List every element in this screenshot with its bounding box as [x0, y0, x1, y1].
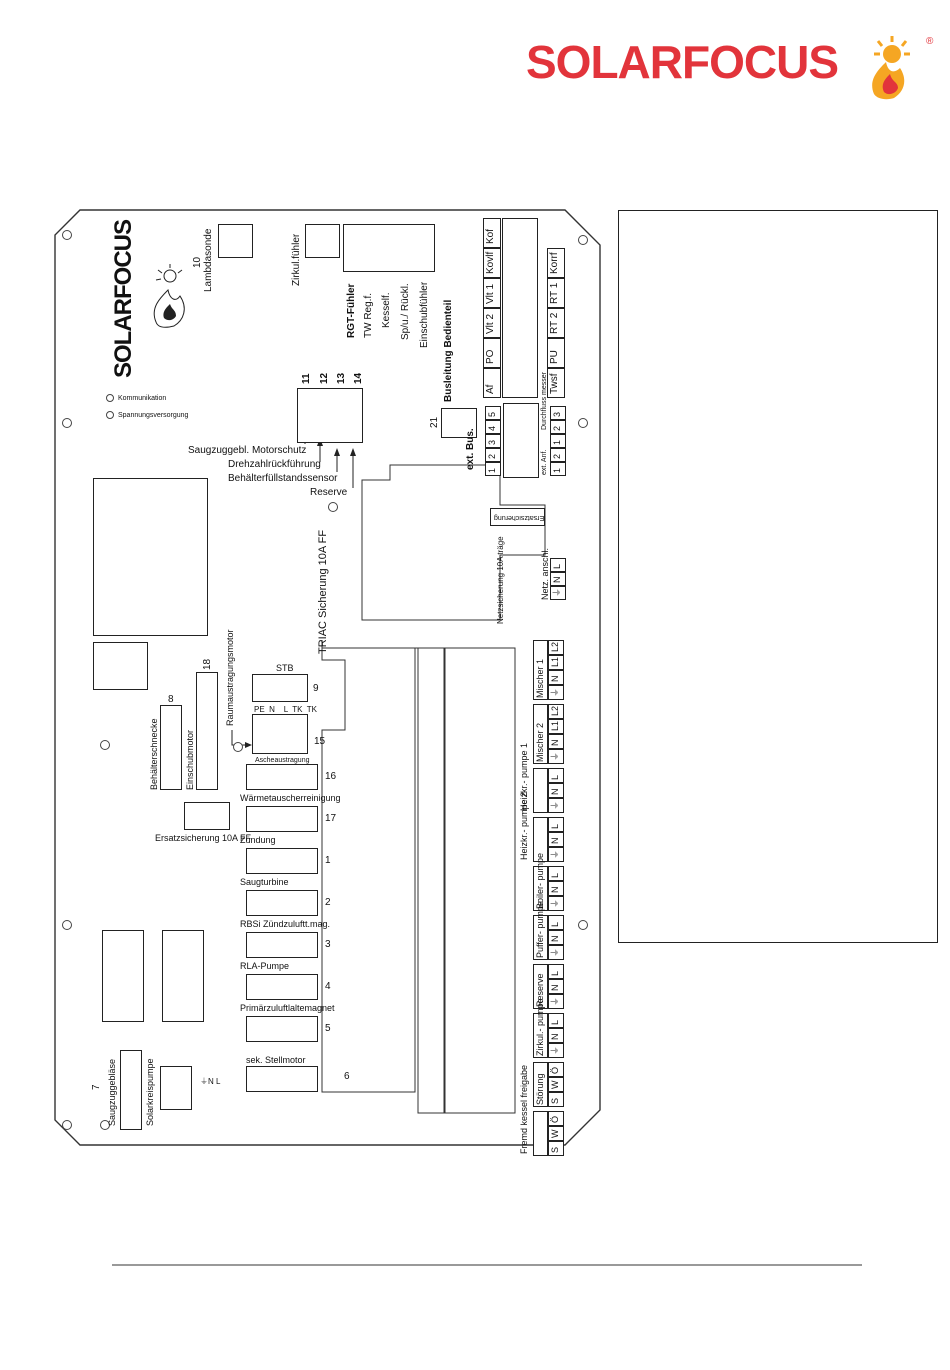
connector-label: Drehzahlrückführung [228, 459, 321, 470]
behaelterschnecke-connector [160, 705, 182, 790]
output-connector [246, 1066, 318, 1092]
connector-number: 12 [319, 372, 330, 384]
output-connector [246, 932, 318, 958]
output-label: Wärmetauscherreinigung [240, 793, 341, 803]
pin-label: N [550, 935, 560, 942]
solarkreis-label: Solarkreispumpe [145, 1058, 155, 1126]
pin-label: 2 [487, 453, 497, 459]
mounting-hole [328, 502, 338, 512]
pin-label: ⏚ [550, 800, 560, 810]
group-label: Mischer 1 [535, 658, 545, 698]
terminal-label: RT 1 [549, 282, 560, 304]
output-label: RBSi Zündzuluftt.mag. [240, 919, 331, 929]
relay-block [93, 642, 148, 690]
pin-label: 4 [487, 425, 497, 431]
pin-label: ⏚ [200, 1077, 208, 1086]
terminal-label: Vlt 2 [485, 313, 496, 334]
pin-label: N [550, 1033, 560, 1040]
pin-label: W [550, 1080, 560, 1089]
sensor-label: Einschubfühler [419, 281, 430, 348]
zirkul-connector [305, 224, 340, 258]
lambda-connector [218, 224, 253, 258]
connector-number: 14 [353, 372, 364, 384]
connector-11-14 [297, 388, 363, 443]
terminal-label: Af [485, 384, 496, 394]
pin-label: N [550, 739, 560, 746]
sensor-label: Kesself. [381, 292, 392, 328]
pin-label: L2 [550, 641, 560, 652]
ext-anf-label: ext. Anf. [541, 449, 548, 475]
connector-label: Behälterfüllstandssensor [228, 473, 338, 484]
pin-label: L [550, 921, 560, 927]
pin-label: N [550, 788, 560, 795]
ext-anf-block [503, 403, 539, 478]
led-indicator [106, 411, 114, 419]
triac-label: TRIAC Sicherung 10A FF [317, 529, 329, 654]
bus-number: 21 [429, 416, 440, 428]
group-label: Zirkul.- pumpe [535, 998, 545, 1056]
ersatzsicherung-ff-box [184, 802, 230, 830]
einschubmotor-connector [196, 672, 218, 790]
group-bracket [533, 768, 548, 813]
group-label: Reserve [535, 973, 545, 1007]
pin-label: 1 [487, 467, 497, 473]
pin-label: 5 [487, 411, 497, 417]
board-logo-text: SOLARFOCUS [110, 220, 137, 378]
pin-label: L [216, 1077, 221, 1086]
terminal-label: Vlt 1 [485, 283, 496, 304]
saugzug-number: 7 [91, 1084, 102, 1090]
brand-name: SOLARFOCUS [526, 36, 838, 88]
sensor-connector [343, 224, 435, 272]
pe-label: PE N L TK TK [254, 705, 317, 714]
pin-label: L1 [550, 656, 560, 667]
pin-label: 3 [552, 411, 562, 417]
pin-label: N [550, 675, 560, 682]
pin-label: L [550, 1019, 560, 1025]
mounting-hole [578, 235, 588, 245]
pin-label: L1 [550, 720, 560, 731]
pin-label: ⏚ [550, 996, 560, 1006]
stb-connector [252, 674, 308, 702]
zirkul-label: Zirkul.fühler [291, 233, 302, 286]
motor-number: 18 [202, 658, 213, 670]
board-sun-icon [148, 262, 193, 332]
pin-label: L [552, 563, 562, 569]
ascheaustragung-number: 15 [314, 736, 326, 747]
pin-label: L [550, 970, 560, 976]
saugzug-label: Saugzuggebläse [107, 1058, 117, 1126]
output-connector [246, 1016, 318, 1042]
output-number: 5 [325, 1023, 331, 1034]
output-number: 16 [325, 771, 337, 782]
terminal-label: Korrf [549, 252, 560, 274]
connector-number: 11 [301, 373, 312, 384]
connector-label: Saugzuggebl. Motorschutz [188, 445, 307, 456]
relay-block [102, 930, 144, 1022]
pin-label: N [550, 886, 560, 893]
pin-label: N [550, 837, 560, 844]
mounting-hole [62, 418, 72, 428]
pin-label: N [550, 984, 560, 991]
terminal-label: Kof [485, 228, 496, 244]
ascheaustragung-label: Ascheaustragung [255, 757, 310, 764]
output-connector [246, 974, 318, 1000]
pin-label: ⏚ [550, 751, 560, 761]
group-bracket [533, 1111, 548, 1156]
pin-label: ⏚ [552, 587, 562, 597]
terminal-label: Twsf [549, 373, 560, 394]
legend-box [618, 210, 938, 943]
output-label: Saugturbine [240, 877, 289, 887]
mounting-hole [100, 740, 110, 750]
netzsicherung-label: Netzsicherung 10A träge [496, 536, 505, 624]
group-label: Heizkr.- pumpe 1 [519, 742, 529, 811]
sensor-label: Sp/u./ Rückl. [400, 283, 411, 340]
output-connector [246, 848, 318, 874]
motor-label: Einschubmotor [185, 729, 195, 790]
output-connector [246, 890, 318, 916]
output-number: 17 [325, 813, 337, 824]
motor-number: 8 [168, 694, 174, 705]
led-label: Spannungsversorgung [118, 412, 189, 419]
output-label: RLA-Pumpe [240, 961, 290, 971]
mounting-hole [62, 1120, 72, 1130]
pin-label: Ö [550, 1115, 560, 1123]
led-label: Kommunikation [118, 395, 167, 402]
pin-label: 1 [552, 467, 562, 473]
stb-number: 9 [313, 683, 319, 694]
output-number: 2 [325, 897, 331, 908]
terminal-label: PO [485, 349, 496, 364]
pin-label: L2 [550, 705, 560, 716]
solarkreis-connector [160, 1066, 192, 1110]
pin-label: N [208, 1077, 214, 1086]
terminal-label: PU [549, 350, 560, 364]
busleitung-label: Busleitung Bedienteil [443, 299, 454, 402]
pin-label: ⏚ [550, 849, 560, 859]
output-number: 4 [325, 981, 331, 992]
pin-label: 2 [552, 453, 562, 459]
pin-label: N [552, 576, 562, 583]
pin-label: 2 [552, 425, 562, 431]
ext-bus-label: ext. Bus. [465, 428, 476, 470]
sensor-label: RGT-Fühler [346, 283, 357, 338]
led-indicator [106, 394, 114, 402]
durchfluss-label: Durchfluss messer [541, 372, 548, 430]
ersatzsicherung-top-label: Ersatzsicherung [494, 514, 545, 521]
connector-number: 13 [336, 372, 347, 384]
pin-label: ⏚ [550, 947, 560, 957]
group-label: Fremd kessel freigabe [519, 1064, 529, 1154]
connector-label: Reserve [310, 487, 348, 498]
output-label: sek. Stellmotor [246, 1055, 306, 1065]
relay-block [162, 930, 204, 1022]
pin-label: S [550, 1097, 560, 1104]
lambda-label: Lambdasonde [203, 228, 214, 292]
output-connector [246, 806, 318, 832]
ascheaustragung-connector [252, 714, 308, 754]
mounting-hole [578, 418, 588, 428]
mounting-hole [578, 920, 588, 930]
output-number: 3 [325, 939, 331, 950]
pin-label: ⏚ [550, 898, 560, 908]
group-label: Boiler- pumpe [535, 852, 545, 909]
mounting-hole [62, 920, 72, 930]
netz-label: Netz. anschl. [540, 547, 550, 600]
group-label: Puffer- pumpe [535, 901, 545, 958]
sensor-label: TW Reg.f. [363, 292, 374, 338]
mounting-hole [233, 742, 243, 752]
raum-label: Raumaustragungsmotor [225, 629, 235, 726]
stb-label: STB [276, 663, 294, 673]
group-label: Mischer 2 [535, 722, 545, 762]
output-number: 1 [325, 855, 331, 866]
output-number: 6 [344, 1071, 350, 1082]
pin-label: ⏚ [550, 687, 560, 697]
pin-label: L [550, 823, 560, 829]
pin-label: W [550, 1129, 560, 1138]
transformer-block [93, 478, 208, 636]
ersatzsicherung-ff-label: Ersatzsicherung 10A FF [155, 833, 252, 843]
lambda-number: 10 [192, 256, 203, 268]
pin-label: L [550, 774, 560, 780]
group-label: Störung [535, 1073, 545, 1105]
group-label: Heizkr.- pumpe 2 [519, 791, 529, 860]
mounting-hole [62, 230, 72, 240]
pin-label: ⏚ [550, 1045, 560, 1055]
terminal-label: Kovlf [485, 251, 496, 274]
output-connector [246, 764, 318, 790]
pin-label: Ö [550, 1066, 560, 1074]
output-label: Primärzuluftlaltemagnet [240, 1003, 335, 1013]
pin-label: S [550, 1146, 560, 1153]
terminal-blank [502, 218, 538, 398]
terminal-label: RT 2 [549, 312, 560, 334]
pin-label: 1 [552, 439, 562, 445]
registered-mark: ® [926, 36, 934, 47]
pin-label: L [550, 872, 560, 878]
ersatzsicherung-top-box [490, 508, 545, 526]
output-label: Zündung [240, 835, 276, 845]
motor-label: Behälterschnecke [149, 718, 159, 790]
saugzug-connector [120, 1050, 142, 1130]
pin-label: 3 [487, 439, 497, 445]
